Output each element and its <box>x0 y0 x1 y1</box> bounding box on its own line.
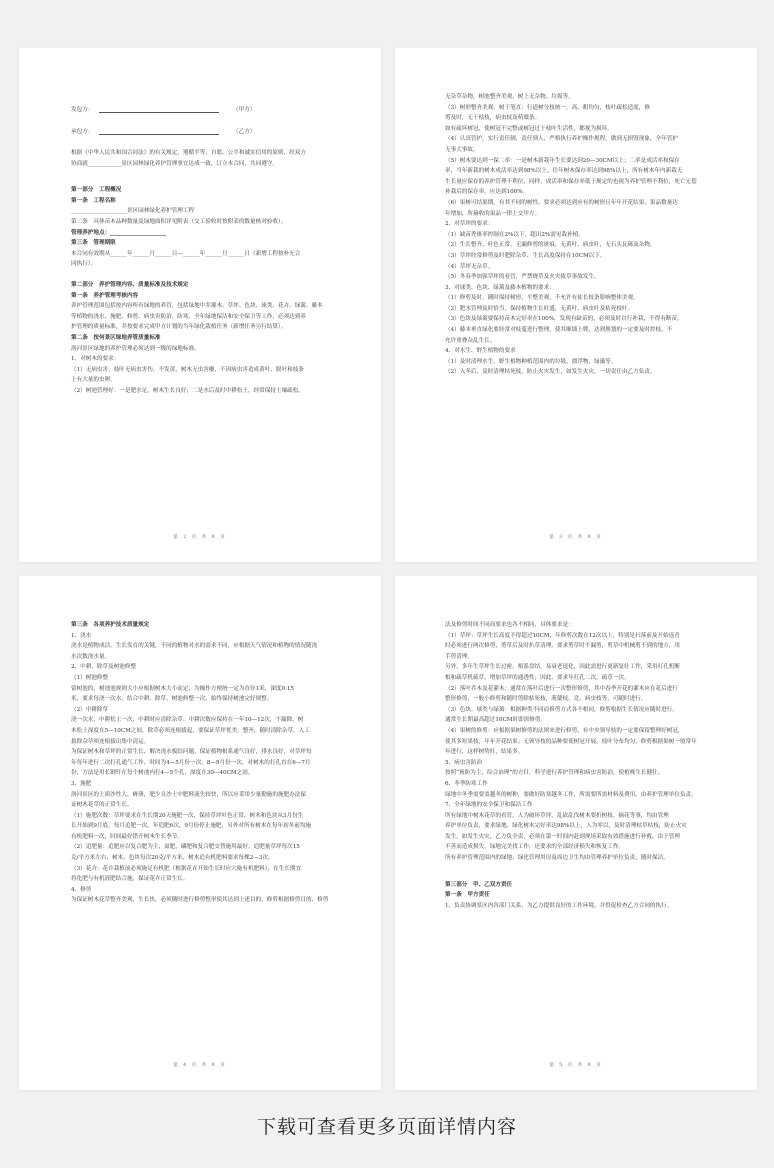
paragraph-line: 年进行，这样树势旺，结果多。 <box>445 749 524 756</box>
paragraph-line: （2）落叶乔木及花灌木：通常在落叶后进行一次整形修剪，其中春季开花的灌木应在花后进行 <box>445 685 678 692</box>
paragraph-line: 为保证树木和草坪的正常生长，解决浇水板结问题，保证植物根系通气良好，排水良好，对草坪每 <box>71 749 312 756</box>
paragraph-line: 1、负责协调景区内各部门关系，为乙方提供良好的工作环境，并督促检查乙方合同的执行。 <box>445 902 673 909</box>
section-heading: 第一条 工程名称 <box>71 197 116 204</box>
paragraph-line: 拔除杂草须连根拔出集中清运。 <box>71 738 150 745</box>
paragraph-line: （2）树池管理好：一是肥水足，树木生长良好；二是水后及时中耕松土，经常保持土壤疏松。 <box>71 387 304 394</box>
paragraph-line: （2）生长整齐，叶色正常，无漏修剪的斑痕，无黄叶、病虫叶，无石头瓦砾及杂物。 <box>445 242 656 249</box>
paragraph-line: 剪及时，无干枯枝，病虫枝及萌蘖条。 <box>445 115 541 122</box>
paragraph-line: 所有养护管理范围内的绿地、绿化管理用房及周边卫生均由管理养护单位负责，随时保洁。 <box>445 855 669 862</box>
section-heading: 第一部分 工程概况 <box>71 187 122 194</box>
paragraph-line: （5）冬春季加强草坪的看管，严禁烧草及火灾致草事故发生。 <box>445 274 600 281</box>
paragraph-line: 允许重叠杂乱生长。 <box>445 337 496 344</box>
page-text <box>71 620 349 906</box>
paragraph-line: 协商就____________景区园林绿化养护管理事宜达成一致，订立本合同，共同遵守。 <box>71 160 278 167</box>
paragraph-line: 证树木花草的正常生长。 <box>71 802 133 809</box>
paragraph-line: （2）追肥量：追肥应以复合肥为主，氮肥，磷肥和复合肥交替施用最好。追肥量草坪每次15 <box>71 844 300 851</box>
paragraph-line: 6、冬季防寒工作 <box>445 780 488 787</box>
paragraph-line: ____________________景区园林绿化养护管理工程 <box>71 208 195 215</box>
section-heading: 第三条 各项养护技术质量规定 <box>71 622 150 628</box>
paragraph-line: 1、浇水 <box>71 632 92 639</box>
paragraph-line: 有机肥料一次，时间最好错开树木生长季节。 <box>71 833 183 840</box>
paragraph-line: 长开始到9月底，每月追肥一次，年追肥6次，9月份停止施肥，另外对所有树木在每年初冬前均施 <box>71 823 312 830</box>
paragraph-line: 手剪清理。 <box>445 653 473 660</box>
paragraph-line: 本合同有效期从______年______月______日—______年______月______日（新增工程按补充合 <box>71 250 301 257</box>
paragraph-line: 3、对球类、色块、绿篱及藤本植物的要求： <box>445 284 555 291</box>
spacer <box>445 864 727 880</box>
page-text <box>445 620 727 911</box>
paragraph-line: 整形修剪，一般小修剪和随时剪除枯死枝，萌蘖枝，竞、病虫枝等，可随时进行。 <box>445 696 647 703</box>
paragraph-line: 通常生长期最高超过10CM时即需修剪。 <box>445 717 547 724</box>
paragraph-line: 4、修剪 <box>71 886 92 893</box>
paragraph-line: 无事大事故。 <box>445 146 479 153</box>
paragraph-line: 为保证树木花草整齐美观，生长快，必须随时进行修剪整形使其达到上述目的，修剪根据修剪目的、修剪 <box>71 897 329 904</box>
paragraph-line: 按照“预防为主，综合治理”的方针，科学进行养护管理和病虫害防治，使植株生长健壮。 <box>445 770 664 777</box>
paragraph-line: 4、对水生、野生植物的要求 <box>445 348 516 355</box>
spacer <box>71 270 349 280</box>
paragraph-line: 所有绿地中树木花草的看管，人为破坏草坪，乱砍乱伐树木要折树枝、摘花等事，均由管理 <box>445 812 669 819</box>
paragraph-line: （1）草坪：草坪生长高度不得超过10CM，年修剪次数在12次以上，特别是扫落前及开始返青 <box>445 632 680 639</box>
section-heading: 第二部分 养护管理内容、质量标准及技术规定 <box>71 281 189 288</box>
paragraph-line: 年增加，所摘收的果品一律上交甲方。 <box>445 210 541 217</box>
document-page-5 <box>395 576 757 1090</box>
paragraph-line: （4）藤本垂直绿化要经常对枝蔓进行整理，使其顺墙上爬，达到规划的一定要及时控枝，不 <box>445 327 673 334</box>
paragraph-line: （4）果树的修剪：应根据果树修剪的法则来进行修剪，有中央领导枝的一定要保留整理好树冠， <box>445 727 684 734</box>
paragraph-line: 7、全年绿地的安全保卫和保洁工作 <box>445 802 533 809</box>
paragraph-line: （1）施肥次数：草坪要求在生长期20天施肥一次，保持草坪叶色正常，树木和色块从3月份生 <box>71 812 304 819</box>
paragraph-line: 无杂草杂物，树池整齐美观，树上无杂物、垃圾等。 <box>445 94 574 100</box>
paragraph-line: 绿地中冬季需要盖越冬的树种，要做好防寒越冬工作，所需要所需材料及费用，由养护管理单位负责。 <box>445 791 697 798</box>
paragraph-line: （4）认真管护，实行责任制，责任到人，严格执行养护操作规程，做到无损毁现象，全年管护 <box>445 136 678 143</box>
paragraph-line: 2、对草坪的要求： <box>445 221 494 228</box>
party-role: （乙方） <box>233 129 256 136</box>
paragraph-line: 等植物的浇水、施肥、修剪、病虫害防治、防寒、全年绿地保洁和安全保卫等工作，必须达到养 <box>71 313 306 320</box>
paragraph-line: 浇水是植物成活、生长发育的关键，不同的植物对水的需求不同，应根据天气情况和植物的情况随浇 <box>71 643 318 650</box>
spacer <box>71 138 349 148</box>
paragraph-line: （3）草坪经常修剪及时肥除杂草，生长高度保持在10CM以下。 <box>445 252 606 259</box>
paragraph-line: （2）入冬后，及时清理枯死枝，防止火灾发生，如发生火灾，一切责任由乙方负责。 <box>445 369 656 376</box>
party-blank-line <box>99 133 219 135</box>
paragraph-line: 留树池的，树池池规则大小应根据树木大小而定，为操作方便统一定为直径1米，深度0.15 <box>71 685 294 692</box>
download-more-caption[interactable]: 下载可查看更多页面详情内容 <box>256 1116 517 1138</box>
paragraph-line: 木松土深度在5—10CM之间，除草必须连根拔起，要保证草坪优美，整齐，随时清除杂草，人工 <box>71 727 310 734</box>
party-row-contractor <box>71 116 349 138</box>
paragraph-line: （4）草坪无杂草。 <box>445 263 494 270</box>
document-page-3 <box>395 48 757 562</box>
party-label: 承包方： <box>71 129 94 136</box>
paragraph-line: 另外，多年生草坪生长过密，根系盘结，易衰老退化，因此需进行更新复壮工作，采用打孔机断 <box>445 664 680 671</box>
parties-block <box>71 94 349 138</box>
paragraph-line: 水次数浇水量。 <box>71 653 111 660</box>
paragraph-line: 根和疏草机疏草，增加草坪的通透性；因此，要求年打孔二次，疏草一次。 <box>445 674 630 681</box>
paragraph-line: （3）色块及绿篱要保持苗木完好率在100%，发现有缺苗的，必须及时自行补栽，不得有断苗。 <box>445 316 683 323</box>
document-page-4 <box>19 576 381 1090</box>
paragraph-line: （2）中耕除草 <box>71 706 109 713</box>
paragraph-line: 份，方法是用长钢钎在每个树池内打4—5个孔，深度在30—40CM之间。 <box>71 770 254 777</box>
paragraph-line: 护管理的质量标准，并按要求完成甲方计划的当年绿化栽植任务（新增任务另行结算）。 <box>71 324 287 331</box>
paragraph-line: 第二条 具体苗木品种数量及绿地面积详见附表（交工验收时按附表的数量核对验收）。 <box>71 218 287 225</box>
page-footer: 第 4 页 共 8 页 <box>173 1063 227 1068</box>
paragraph-line: 2、中耕、除草及树池修整 <box>71 664 137 671</box>
page-footer: 第 5 页 共 8 页 <box>549 1063 603 1068</box>
paragraph-line: 克/平方米左右，树木、色块每次20克/平方米，树木追有机肥料要求每棵2—3次。 <box>71 855 274 862</box>
paragraph-line: 使其多短果枝，年年开花结果；无领导枝的品种要使树冠开展，枝叶分布均匀，修剪根据果树一般常年 <box>445 738 697 745</box>
paragraph-line: 根据《中华人民共和国合同法》的有关规定，遵循平等、自愿、公平和诚实信用的原则，经双方 <box>71 150 306 156</box>
document-page-2 <box>19 48 381 562</box>
paragraph-line: 上有大量的虫卵。 <box>71 377 116 384</box>
paragraph-line: 养护单位负责，要求绿地、绿化树木完好率达98%以上，人为零以，及时清理枯草枯枝，防止火灾 <box>445 823 687 830</box>
spacer <box>71 169 349 185</box>
party-label: 发包方： <box>71 107 94 114</box>
party-row-employer <box>71 94 349 116</box>
paragraph-line: 如有疏坏树冠，使树冠不完整或树冠过于枝叶生活性，都视为损坏。 <box>445 125 613 132</box>
paragraph-line: （1）树池修整 <box>71 674 109 681</box>
paragraph-line: 法及修剪时间不同而要求也各不相同，具体要求是： <box>445 622 574 628</box>
party-role: （甲方） <box>233 107 256 114</box>
paragraph-line: （1）及时清理水生、野生植物种植范围内的垃圾、漂浮物，绿藻等。 <box>445 358 617 365</box>
paragraph-line: （1）无病虫害，枝叶无病虫害伤、不发黄，树木无虫害瘿，不因病虫害造成黄叶、脱叶和枝条 <box>71 366 304 373</box>
page-text <box>71 148 349 396</box>
paragraph-line: （1）缺苗秃斑率控制在2%以下，超出2%需见栽补植。 <box>445 231 584 238</box>
paragraph-line: 时必须进行两次修剪，剪草后及时扒草清理，要求剪草时不漏剪，剪草中机械剪不到的地方，用 <box>445 643 680 650</box>
section-heading: 第一条 甲方责任 <box>445 892 490 899</box>
paragraph-line: 将化肥与有机液肥结合施，保证花卉正常生长。 <box>71 876 189 883</box>
paragraph-line: 1、对树木的要求： <box>71 356 120 363</box>
paragraph-line: 生长量应保存的养护管理不利位、同样，成活率和保存率低于规定的也视为养护管理不利位，死亡无偿 <box>445 178 697 185</box>
paragraph-line: （3）树形整齐美观，树干笔直：行道树分枝统一，高、粗均匀，枝叶疏松适度，修 <box>445 104 650 111</box>
paragraph-line: 率，当年新栽的树木成活率达到98%以上。往年树木保存率达到98%以上，所有树木年内新栽无 <box>445 168 683 175</box>
section-heading: 第二条 按何景区绿地养管质量标准 <box>71 334 161 341</box>
page-text <box>445 92 727 378</box>
paragraph-line: 同执行）。 <box>71 261 97 268</box>
paragraph-line: 米，要求每浇一次水，结合中耕、除草，树池修整一次，始终保持树池完好规整。 <box>71 696 273 703</box>
paragraph-line: （3）色块、球类与绿篱：根据种类不同而修剪方式各不相同，修剪根据生长情况应随时进行， <box>445 706 678 713</box>
page-footer: 第 3 页 共 8 页 <box>549 535 603 540</box>
paragraph-line: 3、施肥 <box>71 780 92 787</box>
paragraph-line: （1）修剪及时，随时保持树形，平整美观，不允许有徒长枝条影响整体美观。 <box>445 295 639 302</box>
paragraph-line: （5）树木要达到一保二率：一是树木新栽年生长要达到20—30CM以上；二率是成活率和保存 <box>445 157 680 164</box>
section-heading: 第一条 养护管理考核内容 <box>71 292 139 299</box>
paragraph-line: 补栽后的保存率，应达到100%。 <box>445 189 529 196</box>
paragraph-line: 洛河景区绿地的养护管理必须达到一级的绿地标准。 <box>71 345 200 352</box>
paragraph-line: 不善而造成损失，绿地完美找工作，还要求的全部经济损失和恢复工作。 <box>445 844 625 851</box>
paragraph-line: 浇一次水，中耕松土一次，中耕时应清除杂草。中耕次数应保持在一年10—12次，不漏除，树 <box>71 717 304 724</box>
paragraph-line: 洛河景区的土质沙性大，瘠薄，肥少且沙土中肥料流失较快，所以应采用少量勤施的施肥办法保 <box>71 791 306 798</box>
paragraph-line: 发生，如发生火灾，乙方负全责，必须在第一时间内赶到现场采取有效措施进行补救，由于管理 <box>445 833 680 840</box>
paragraph-line: （3）花卉：花卉栽植前必须施足有机肥（根据花卉开始生长时应穴施有机肥料），在生长期宜 <box>71 865 302 872</box>
paragraph-line: （6）果树可结果期，有其不同的树性，要求必须达到应有的树形且年年开花结果，果品数量达 <box>445 199 678 206</box>
section-heading: 管理养护地点：____________________ <box>71 229 167 236</box>
section-heading: 第三部分 甲、乙双方责任 <box>445 881 513 888</box>
party-blank-line <box>99 111 219 113</box>
paragraph-line: （2）肥水管理及时恰当，保持植物生长旺盛，无黄叶、病虫叶及枯死枝叶。 <box>445 305 634 312</box>
paragraph-line: 养护管理范围包括按内容所有绿地的养管，包括绿地中乔灌木、草坪、色块、球类、花卉、绿篱、藤本 <box>71 303 323 310</box>
page-footer: 第 2 页 共 8 页 <box>173 535 227 540</box>
paragraph-line: 年每年进行二次打孔通气工作，时间为4—5月份一次，8—9月份一次。对树木的打孔直在6—7月 <box>71 759 311 766</box>
section-heading: 第三条 管理期限 <box>71 240 116 247</box>
paragraph-line: 5、病虫害防治 <box>445 759 483 766</box>
